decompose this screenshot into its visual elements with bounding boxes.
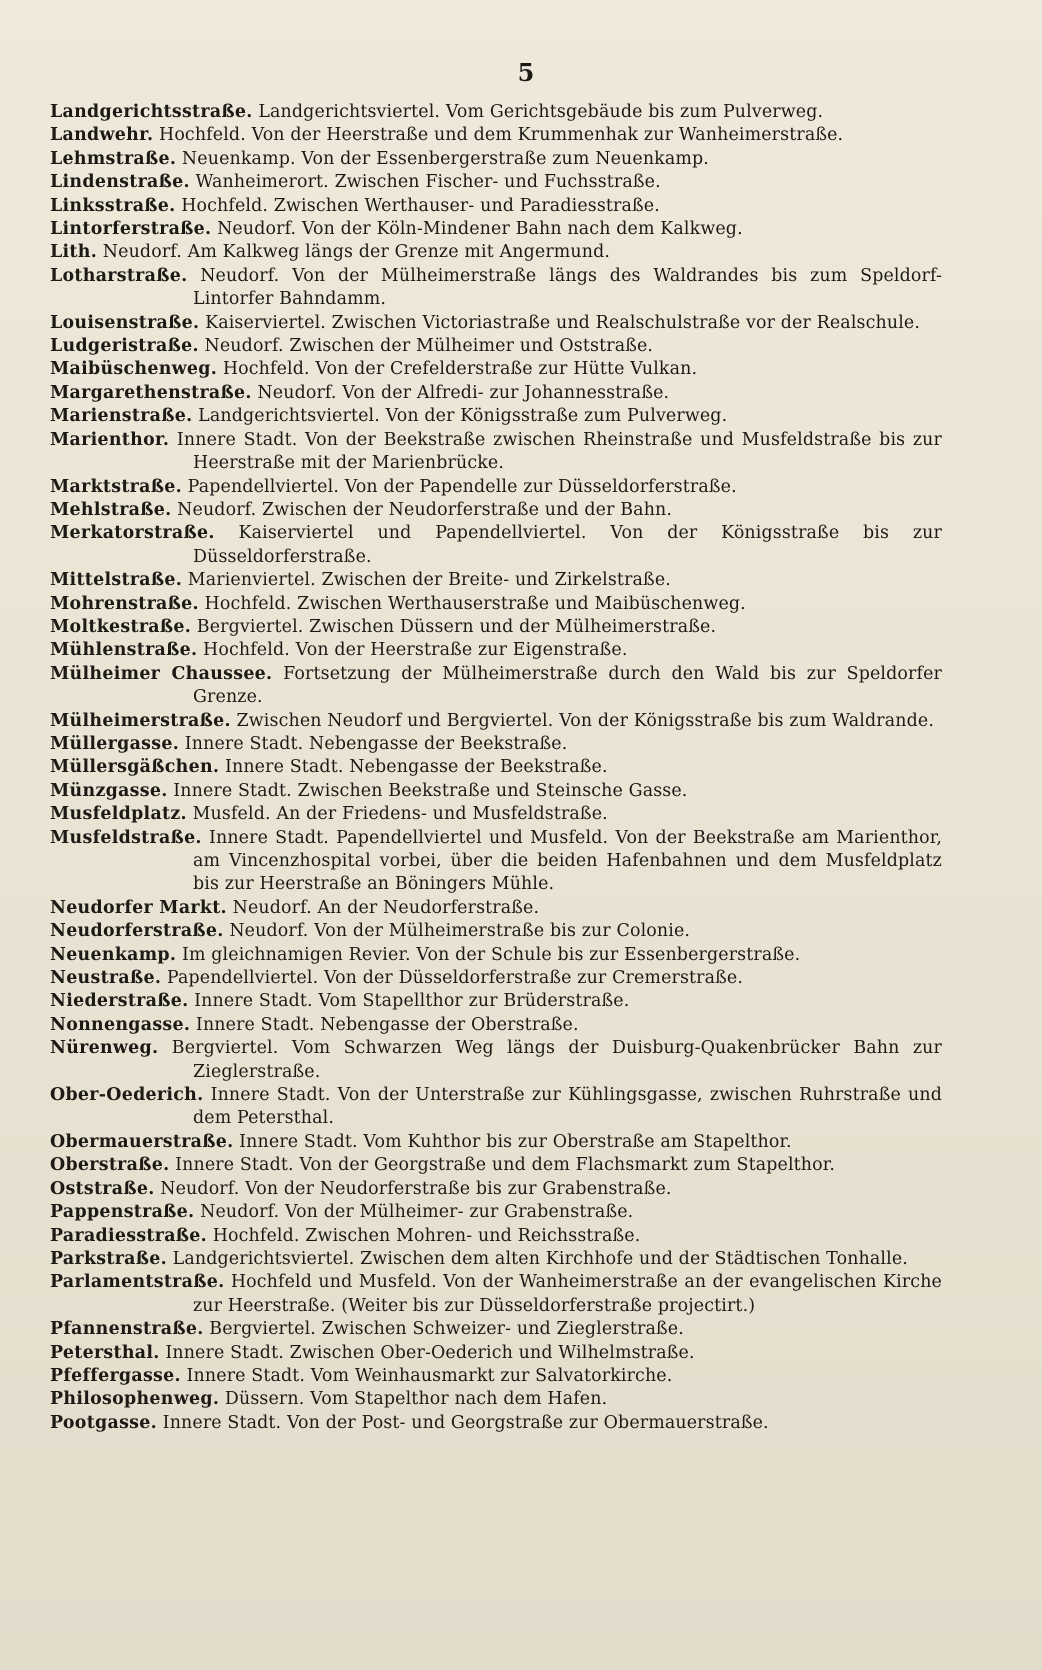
district-name: Innere Stadt. [194, 991, 313, 1012]
district-name: Papendellviertel. [187, 476, 340, 497]
district-name: Neudorf. [200, 265, 280, 286]
directory-entry [50, 405, 942, 428]
street-name: Oberstraße. [50, 1155, 170, 1176]
directory-entry [50, 382, 942, 405]
directory-entry [50, 803, 942, 826]
street-description: Zwischen Beekstraße und Steinsche Gasse. [297, 780, 688, 801]
street-description: Von der Alfredi- zur Johannesstraße. [342, 382, 670, 403]
directory-entry [50, 148, 942, 171]
directory-entry [50, 1388, 942, 1411]
district-name: Neuenkamp. [181, 148, 296, 169]
district-name: Innere Stadt. [184, 733, 304, 754]
street-name: Pappenstraße. [50, 1202, 195, 1223]
street-description: Von der Beekstraße am Marienthor, am Vincenzhospital vorbei, über die beiden Hafenbahnen und dem Musfeldplatz bis zur Heerstraße an Böningers Mühle. [193, 827, 943, 895]
street-name: Musfeldstraße. [50, 827, 202, 848]
street-description: Vom Stapellthor zur Brüderstraße. [318, 991, 630, 1012]
directory-entry [50, 780, 942, 803]
directory-entry [50, 1154, 942, 1177]
district-name: Hochfeld und Musfeld. [230, 1272, 437, 1293]
directory-entry [50, 312, 942, 335]
street-name: Merkatorstraße. [50, 523, 215, 544]
directory-entry [50, 499, 942, 522]
district-name: Landgerichtsviertel. [258, 102, 441, 122]
street-description: Von der Mülheimerstraße bis zur Colonie. [314, 921, 691, 942]
street-description: Zwischen Werthauser- und Paradiesstraße. [273, 195, 660, 216]
street-description: Zwischen Fischer- und Fuchsstraße. [334, 172, 661, 193]
district-name: Musfeld. [192, 804, 271, 825]
street-name: Mülheimerstraße. [50, 710, 231, 731]
street-description: Von der Wanheimerstraße an der evangelischen Kirche zur Heerstraße. (Weiter bis zur Düsseldorferstraße projectirt.) [193, 1272, 942, 1316]
district-name: Innere Stadt. [210, 1085, 331, 1106]
district-name: Bergviertel. [196, 616, 304, 637]
district-name: Innere Stadt. [176, 429, 298, 450]
directory-entry [50, 1248, 942, 1271]
directory-entry [50, 1014, 942, 1037]
street-description: An der Neudorferstraße. [317, 897, 540, 918]
street-description: Von der Unterstraße zur Kühlingsgasse, zwischen Ruhrstraße und dem Petersthal. [193, 1085, 942, 1129]
street-name: Marienstraße. [50, 406, 193, 427]
street-description: Von der Heerstraße und dem Krummenhak zur Wanheimerstraße. [251, 125, 844, 146]
street-description: Fortsetzung der Mülheimerstraße durch den Wald bis zur Speldorfer Grenze. [193, 663, 942, 708]
page-number: 5 [517, 58, 535, 87]
street-description: Am Kalkweg längs der Grenze mit Angermund. [187, 242, 611, 263]
district-name: Wanheimerort. [195, 172, 329, 193]
district-name: Neudorf. [229, 921, 309, 942]
street-description: Von der Düsseldorferstraße zur Cremerstraße. [323, 968, 744, 989]
street-name: Müllersgäßchen. [50, 757, 220, 778]
directory-entry [50, 1178, 942, 1201]
street-directory-list [50, 101, 942, 1435]
street-description: Zwischen Schweizer- und Zieglerstraße. [321, 1319, 684, 1340]
street-name: Marienthor. [50, 429, 170, 450]
street-name: Parkstraße. [50, 1248, 167, 1269]
street-description: Zwischen Werthauserstraße und Maibüschenweg. [297, 593, 746, 614]
street-name: Mehlstraße. [50, 499, 172, 520]
district-name: Landgerichtsviertel. [172, 1248, 355, 1269]
district-name: Innere Stadt. [186, 1365, 306, 1386]
directory-entry [50, 920, 942, 943]
street-name: Pootgasse. [50, 1412, 157, 1433]
directory-entry [50, 265, 942, 312]
street-name: Landwehr. [50, 125, 154, 146]
directory-entry [50, 101, 942, 124]
street-description: Von der Crefelderstraße zur Hütte Vulkan. [315, 359, 698, 380]
street-name: Maibüschenweg. [50, 359, 218, 380]
street-description: Von der Papendelle zur Düsseldorferstraße. [344, 476, 737, 497]
directory-entry [50, 476, 942, 499]
directory-entry [50, 522, 942, 569]
street-name: Mülheimer Chaussee. [50, 663, 273, 684]
directory-entry [50, 195, 942, 218]
street-description: An der Friedens- und Musfeldstraße. [276, 804, 608, 825]
directory-entry [50, 756, 942, 779]
district-name: Innere Stadt. [173, 780, 292, 801]
district-name: Marienviertel. [187, 570, 316, 591]
street-name: Neudorferstraße. [50, 921, 224, 942]
street-name: Landgerichtsstraße. [50, 102, 253, 122]
street-name: Moltkestraße. [50, 616, 192, 637]
street-name: Obermauerstraße. [50, 1131, 234, 1152]
street-description: Von der Königsstraße zum Pulverweg. [385, 406, 728, 427]
street-name: Ober-Oederich. [50, 1085, 204, 1106]
directory-entry [50, 1365, 942, 1388]
street-name: Nonnengasse. [50, 1014, 191, 1035]
directory-entry [50, 990, 942, 1013]
street-name: Paradiesstraße. [50, 1225, 208, 1246]
street-description: Zwischen der Mülheimer und Oststraße. [289, 336, 654, 357]
district-name: Innere Stadt. Papendellviertel und Musfeld. [208, 827, 609, 848]
street-name: Louisenstraße. [50, 312, 200, 333]
street-description: Vom Kuhthor bis zur Oberstraße am Stapelthor. [363, 1131, 792, 1152]
directory-entry [50, 1225, 942, 1248]
street-description: Nebengasse der Beekstraße. [309, 733, 568, 754]
street-description: Von der Georgstraße und dem Flachsmarkt zum Stapelthor. [299, 1155, 835, 1176]
street-name: Musfeldplatz. [50, 804, 187, 825]
street-name: Pfannenstraße. [50, 1319, 204, 1340]
directory-entry [50, 1084, 942, 1131]
directory-entry [50, 827, 942, 897]
directory-entry [50, 1342, 942, 1365]
street-name: Münzgasse. [50, 780, 168, 801]
district-name: Innere Stadt. [239, 1131, 358, 1152]
directory-entry [50, 1318, 942, 1341]
street-description: Von der Beekstraße zwischen Rheinstraße und Musfeldstraße bis zur Heerstraße mit der Marienbrücke. [193, 429, 943, 474]
directory-entry [50, 124, 942, 147]
street-name: Lehmstraße. [50, 148, 177, 169]
directory-entry [50, 710, 942, 733]
district-name: Neudorf. [160, 1178, 240, 1199]
district-name: Innere Stadt. [175, 1155, 294, 1176]
district-name: Innere Stadt. [165, 1342, 284, 1363]
district-name: Neudorf. [257, 382, 337, 403]
directory-entry [50, 335, 942, 358]
directory-entry [50, 171, 942, 194]
street-description: Von der Neudorferstraße bis zur Grabenstraße. [245, 1178, 672, 1199]
directory-entry [50, 616, 942, 639]
street-name: Nürenweg. [50, 1038, 159, 1059]
street-name: Lith. [50, 242, 98, 263]
street-description: Zwischen Victoriastraße und Realschulstraße vor der Realschule. [331, 312, 921, 333]
street-description: Vom Stapelthor nach dem Hafen. [310, 1389, 608, 1410]
directory-entry [50, 1201, 942, 1224]
directory-entry [50, 639, 942, 662]
district-name: Innere Stadt. [195, 1014, 315, 1035]
street-name: Marktstraße. [50, 476, 182, 497]
street-name: Philosophenweg. [50, 1389, 220, 1410]
district-name: Neudorf. [200, 1202, 280, 1223]
district-name: Hochfeld. [212, 1225, 300, 1246]
street-description: Nebengasse der Oberstraße. [320, 1014, 579, 1035]
street-name: Margarethenstraße. [50, 382, 252, 403]
street-description: Zwischen Ober-Oederich und Wilhelmstraße. [289, 1342, 695, 1363]
district-name: Innere Stadt. [162, 1412, 282, 1433]
district-name: Landgerichtsviertel. [198, 406, 380, 427]
directory-entry [50, 967, 942, 990]
street-name: Mühlenstraße. [50, 640, 198, 661]
district-name: Hochfeld. [222, 359, 310, 380]
directory-entry [50, 593, 942, 616]
street-description: Zwischen dem alten Kirchhofe und der Städtischen Tonhalle. [360, 1248, 908, 1269]
street-description: Von der Post- und Georgstraße zur Obermauerstraße. [286, 1412, 769, 1433]
district-name: Hochfeld. [181, 195, 269, 216]
district-name: Kaiserviertel und Papendellviertel. [238, 523, 587, 544]
street-name: Ludgeristraße. [50, 336, 199, 357]
directory-entry [50, 429, 942, 476]
street-name: Parlamentstraße. [50, 1272, 225, 1293]
district-name: Neudorf. [217, 219, 297, 240]
street-name: Neuenkamp. [50, 944, 177, 965]
street-name: Neudorfer Markt. [50, 897, 227, 918]
street-description: Nebengasse der Beekstraße. [349, 757, 608, 778]
district-name: Hochfeld. [159, 125, 246, 146]
district-name: Papendellviertel. [166, 968, 319, 989]
directory-entry [50, 897, 942, 920]
street-description: Zwischen Neudorf und Bergviertel. Von der Königsstraße bis zum Waldrande. [236, 710, 935, 731]
district-name: Innere Stadt. [224, 757, 344, 778]
street-name: Lindenstraße. [50, 172, 190, 193]
street-name: Pfeffergasse. [50, 1365, 181, 1386]
street-description: Zwischen Mohren- und Reichsstraße. [305, 1225, 641, 1246]
district-name: Bergviertel. [171, 1038, 279, 1059]
directory-entry [50, 1271, 942, 1318]
directory-entry [50, 733, 942, 756]
street-description: Zwischen der Neudorferstraße und der Bahn. [262, 499, 673, 520]
street-description: Von der Königsstraße bis zur Düsseldorferstraße. [193, 523, 942, 567]
street-name: Mittelstraße. [50, 570, 183, 591]
street-name: Lotharstraße. [50, 265, 188, 286]
directory-entry [50, 1412, 942, 1435]
district-name: Neudorf. [102, 242, 182, 263]
directory-entry [50, 218, 942, 241]
street-description: Von der Heerstraße zur Eigenstraße. [295, 640, 628, 661]
street-description: Vom Weinhausmarkt zur Salvatorkirche. [310, 1365, 673, 1386]
street-description: Von der Mülheimerstraße längs des Waldrandes bis zum Speldorf-Lintorfer Bahndamm. [193, 265, 942, 310]
directory-entry [50, 663, 942, 710]
district-name: Bergviertel. [209, 1319, 316, 1340]
street-name: Lintorferstraße. [50, 219, 212, 240]
district-name: Düssern. [224, 1389, 305, 1410]
street-name: Niederstraße. [50, 991, 189, 1012]
directory-entry [50, 241, 942, 264]
street-name: Petersthal. [50, 1342, 160, 1363]
street-name: Oststraße. [50, 1178, 155, 1199]
directory-entry [50, 1131, 942, 1154]
street-description: Zwischen der Breite- und Zirkelstraße. [321, 570, 671, 591]
street-name: Mohrenstraße. [50, 593, 199, 614]
street-description: Von der Essenbergerstraße zum Neuenkamp. [301, 148, 709, 169]
street-name: Neustraße. [50, 968, 162, 989]
directory-entry [50, 569, 942, 592]
directory-entry [50, 944, 942, 967]
directory-entry [50, 1037, 942, 1084]
district-name: Hochfeld. [203, 640, 290, 661]
district-name: Neudorf. [232, 897, 312, 918]
district-name: Neudorf. [177, 499, 257, 520]
street-description: Von der Köln-Mindener Bahn nach dem Kalkweg. [301, 219, 743, 240]
street-description: Zwischen Düssern und der Mülheimerstraße. [309, 616, 717, 637]
street-description: Im gleichnamigen Revier. Von der Schule bis zur Essenbergerstraße. [181, 944, 801, 965]
street-description: Vom Schwarzen Weg längs der Duisburg-Quakenbrücker Bahn zur Zieglerstraße. [193, 1038, 942, 1082]
street-name: Linksstraße. [50, 195, 176, 216]
street-description: Von der Mülheimer- zur Grabenstraße. [284, 1202, 634, 1223]
street-name: Müllergasse. [50, 733, 180, 754]
street-description: Vom Gerichtsgebäude bis zum Pulverweg. [445, 102, 824, 122]
directory-entry [50, 358, 942, 381]
district-name: Neudorf. [204, 336, 284, 357]
district-name: Kaiserviertel. [205, 312, 326, 333]
district-name: Hochfeld. [204, 593, 292, 614]
